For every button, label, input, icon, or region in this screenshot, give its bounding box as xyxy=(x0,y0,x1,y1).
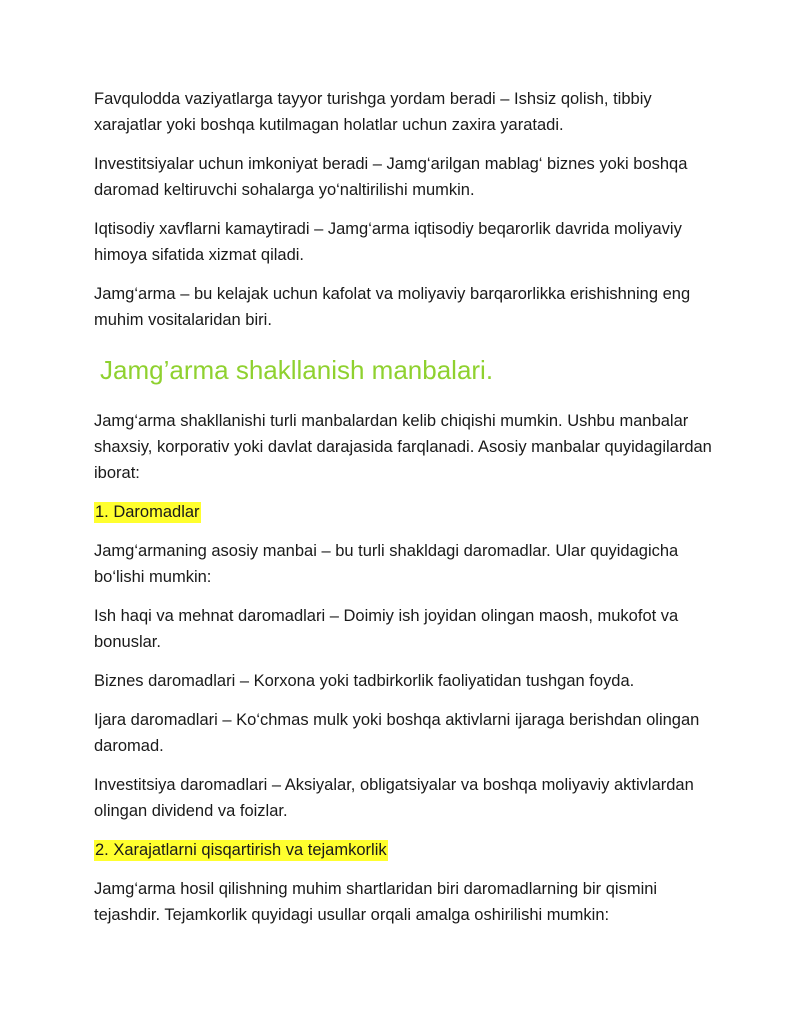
paragraph-savings-summary: Jamg‘arma – bu kelajak uchun kafolat va moliyaviy barqarorlikka erishishning eng muhim vositalaridan biri. xyxy=(94,285,691,329)
paragraph-economic-risk: Iqtisodiy xavflarni kamaytiradi – Jamg‘arma iqtisodiy beqarorlik davrida moliyaviy himoya sifatida xizmat qiladi. xyxy=(94,220,682,264)
subheading-income xyxy=(94,499,714,525)
subheading-income-text: 1. Daromadlar xyxy=(95,503,200,521)
paragraph-income-intro: Jamg‘armaning asosiy manbai – bu turli shakldagi daromadlar. Ular quyidagicha bo‘lishi mumkin: xyxy=(94,542,679,586)
paragraph-savings-intro: Jamg‘arma hosil qilishning muhim shartlaridan biri daromadlarning bir qismini tejashdir. Tejamkorlik quyidagi usullar orqali amalga oshirilishi mumkin: xyxy=(94,880,658,924)
list-item-salary: Ish haqi va mehnat daromadlari – Doimiy ish joyidan olingan maosh, mukofot va bonuslar. xyxy=(94,607,679,651)
paragraph-sources-intro: Jamg‘arma shakllanishi turli manbalardan kelib chiqishi mumkin. Ushbu manbalar shaxsiy, korporativ yoki davlat darajasida farqlanadi. Asosiy manbalar quyidagilardan iborat: xyxy=(94,412,712,482)
list-item-investment: Investitsiya daromadlari – Aksiyalar, obligatsiyalar va boshqa moliyaviy aktivlardan olingan dividend va foizlar. xyxy=(94,776,694,820)
paragraph-emergency-readiness: Favqulodda vaziyatlarga tayyor turishga yordam beradi – Ishsiz qolish, tibbiy xarajatlar yoki boshqa kutilmagan holatlar uchun zaxira yaratadi. xyxy=(94,90,652,134)
list-item-business: Biznes daromadlari – Korxona yoki tadbirkorlik faoliyatidan tushgan foyda. xyxy=(94,672,635,690)
subheading-savings-text: 2. Xarajatlarni qisqartirish va tejamkorlik xyxy=(95,841,387,859)
paragraph-investment-opportunity: Investitsiyalar uchun imkoniyat beradi – Jamg‘arilgan mablag‘ biznes yoki boshqa daromad keltiruvchi sohalarga yo‘naltirilishi mumkin. xyxy=(94,155,688,199)
subheading-savings xyxy=(94,837,714,863)
document-page xyxy=(94,86,714,941)
section-heading: Jamg’arma shakllanish manbalari. xyxy=(100,355,494,385)
list-item-rent: Ijara daromadlari – Ko‘chmas mulk yoki boshqa aktivlarni ijaraga berishdan olingan daromad. xyxy=(94,711,700,755)
